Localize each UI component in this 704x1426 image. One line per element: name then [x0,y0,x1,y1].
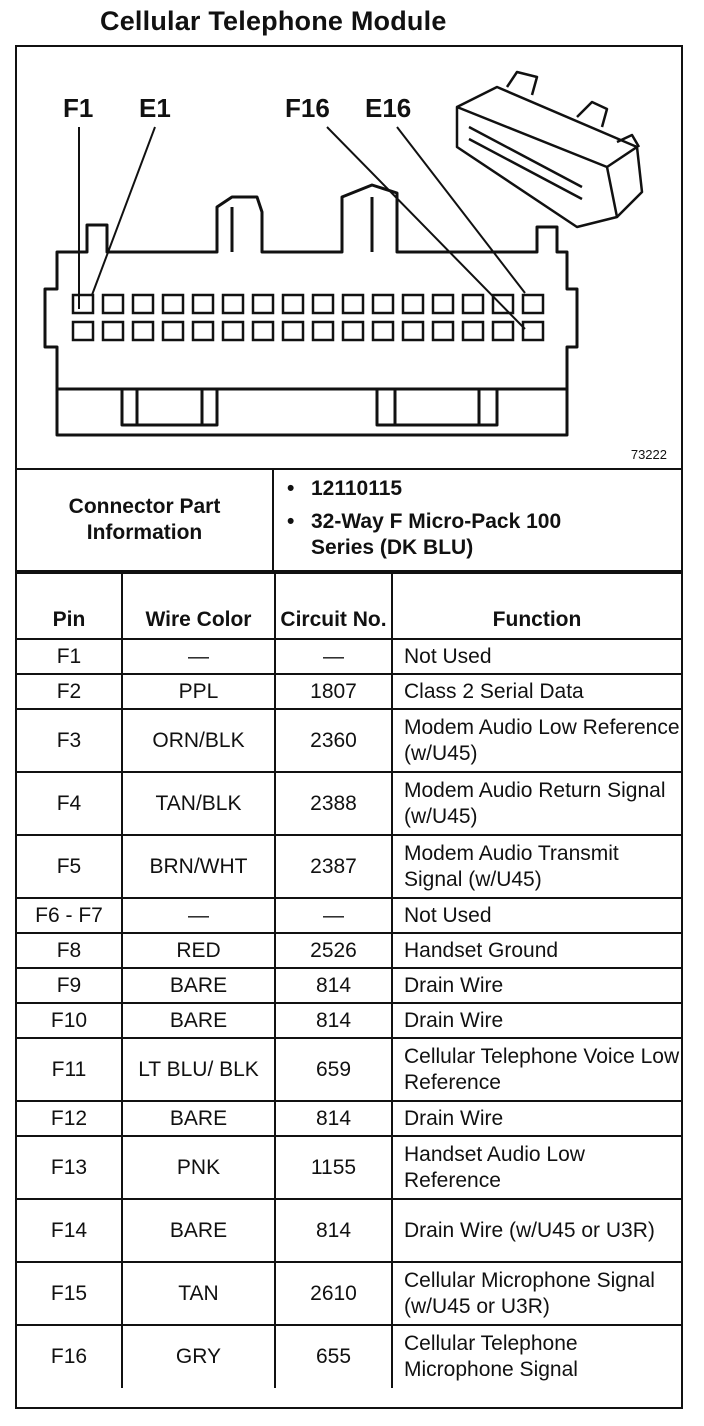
cell-circuit-no: 814 [275,1199,392,1262]
table-row [17,968,681,1003]
cell-function: Cellular Telephone Voice Low Reference [392,1038,681,1101]
table-row [17,639,681,674]
cell-circuit-no: 659 [275,1038,392,1101]
cell-pin: F10 [17,1003,122,1038]
connector-face-drawing [17,47,681,468]
bullet-icon: • [287,510,295,533]
connector-diagram [17,47,681,470]
table-row [17,898,681,933]
table-row [17,674,681,709]
pin-cavity [223,295,243,313]
pin-cavity [313,322,333,340]
cell-function: Handset Audio Low Reference [392,1136,681,1199]
list-item [287,509,601,561]
cell-circuit-no: 814 [275,968,392,1003]
header-wire-color: Wire Color [122,573,275,639]
cell-pin: F2 [17,674,122,709]
pin-cavity [73,295,93,313]
cell-pin: F8 [17,933,122,968]
cell-circuit-no: 2388 [275,772,392,835]
cell-function: Drain Wire [392,1003,681,1038]
cell-circuit-no: 814 [275,1101,392,1136]
cell-pin: F6 - F7 [17,898,122,933]
pin-cavity [283,295,303,313]
list-item [287,476,601,502]
cell-function: Modem Audio Return Signal (w/U45) [392,772,681,835]
pinout-table-body [17,639,681,1388]
table-row [17,1101,681,1136]
cell-pin: F9 [17,968,122,1003]
cell-pin: F12 [17,1101,122,1136]
pin-cavity [433,322,453,340]
table-row [17,1325,681,1388]
table-row [17,933,681,968]
pin-cavity [253,295,273,313]
cell-pin: F5 [17,835,122,898]
cell-circuit-no: — [275,898,392,933]
cell-function: Drain Wire [392,1101,681,1136]
cell-circuit-no: 2387 [275,835,392,898]
cell-wire-color: PNK [122,1136,275,1199]
label-f16: F16 [285,93,330,123]
connector-sheet [15,45,683,1409]
pin-cavity [313,295,333,313]
cell-wire-color: LT BLU/ BLK [122,1038,275,1101]
page-title: Cellular Telephone Module [100,6,447,36]
table-row [17,1262,681,1325]
pin-cavity [433,295,453,313]
table-row [17,772,681,835]
cell-circuit-no: 2526 [275,933,392,968]
cell-circuit-no: 814 [275,1003,392,1038]
cell-circuit-no: 2360 [275,709,392,772]
pin-cavity [343,295,363,313]
pin-cavity [103,295,123,313]
cell-function: Cellular Telephone Microphone Signal [392,1325,681,1388]
pin-cavity [493,322,513,340]
pin-cavity [193,295,213,313]
cell-pin: F14 [17,1199,122,1262]
table-header-row [17,573,681,639]
cell-wire-color: RED [122,933,275,968]
header-function: Function [392,573,681,639]
cell-pin: F11 [17,1038,122,1101]
pin-cavity [403,295,423,313]
cell-wire-color: PPL [122,674,275,709]
cell-wire-color: TAN [122,1262,275,1325]
pin-cavity [343,322,363,340]
connector-description: 32-Way F Micro-Pack 100 Series (DK BLU) [311,510,562,559]
cell-function: Modem Audio Transmit Signal (w/U45) [392,835,681,898]
table-row [17,1003,681,1038]
cell-circuit-no: — [275,639,392,674]
cell-function: Cellular Microphone Signal (w/U45 or U3R) [392,1262,681,1325]
cell-circuit-no: 655 [275,1325,392,1388]
header-circuit-no: Circuit No. [275,573,392,639]
label-f1: F1 [63,93,94,123]
cell-wire-color: BRN/WHT [122,835,275,898]
figure-number: 73222 [630,447,667,462]
pin-cavity [463,295,483,313]
part-number: 12110115 [311,477,403,500]
cell-function: Drain Wire (w/U45 or U3R) [392,1199,681,1262]
cell-wire-color: BARE [122,1199,275,1262]
pin-cavity [493,295,513,313]
pin-cavity [133,322,153,340]
table-row [17,1136,681,1199]
cell-circuit-no: 1155 [275,1136,392,1199]
table-row [17,709,681,772]
cell-pin: F13 [17,1136,122,1199]
pin-cavity [103,322,123,340]
bullet-icon: • [287,477,295,500]
cell-wire-color: GRY [122,1325,275,1388]
cell-wire-color: — [122,898,275,933]
connector-part-information [17,470,681,572]
cell-pin: F16 [17,1325,122,1388]
table-row [17,835,681,898]
cell-function: Not Used [392,898,681,933]
pinout-table [17,572,681,1388]
cell-function: Drain Wire [392,968,681,1003]
cell-wire-color: TAN/BLK [122,772,275,835]
cell-circuit-no: 2610 [275,1262,392,1325]
pin-cavity [193,322,213,340]
cell-wire-color: BARE [122,1003,275,1038]
pin-cavity [163,322,183,340]
cell-pin: F1 [17,639,122,674]
pin-cavity [133,295,153,313]
pin-cavity [523,295,543,313]
label-e1: E1 [139,93,171,123]
pin-cavity [253,322,273,340]
pin-cavity [403,322,423,340]
connector-info-label: Connector Part Information [17,470,274,570]
connector-info-list [287,476,601,568]
pin-cavity [283,322,303,340]
cell-wire-color: BARE [122,1101,275,1136]
cell-pin: F4 [17,772,122,835]
cell-pin: F3 [17,709,122,772]
pin-cavity [163,295,183,313]
cell-function: Class 2 Serial Data [392,674,681,709]
pin-cavity [523,322,543,340]
cell-circuit-no: 1807 [275,674,392,709]
pin-cavity [373,322,393,340]
cell-pin: F15 [17,1262,122,1325]
table-row [17,1038,681,1101]
table-row [17,1199,681,1262]
pin-cavity [373,295,393,313]
cell-function: Handset Ground [392,933,681,968]
pin-cavity [463,322,483,340]
pin-cavity [73,322,93,340]
cell-wire-color: ORN/BLK [122,709,275,772]
cell-function: Modem Audio Low Reference (w/U45) [392,709,681,772]
pin-cavity [223,322,243,340]
cell-wire-color: — [122,639,275,674]
cell-function: Not Used [392,639,681,674]
label-e16: E16 [365,93,412,123]
header-pin: Pin [17,573,122,639]
cell-wire-color: BARE [122,968,275,1003]
